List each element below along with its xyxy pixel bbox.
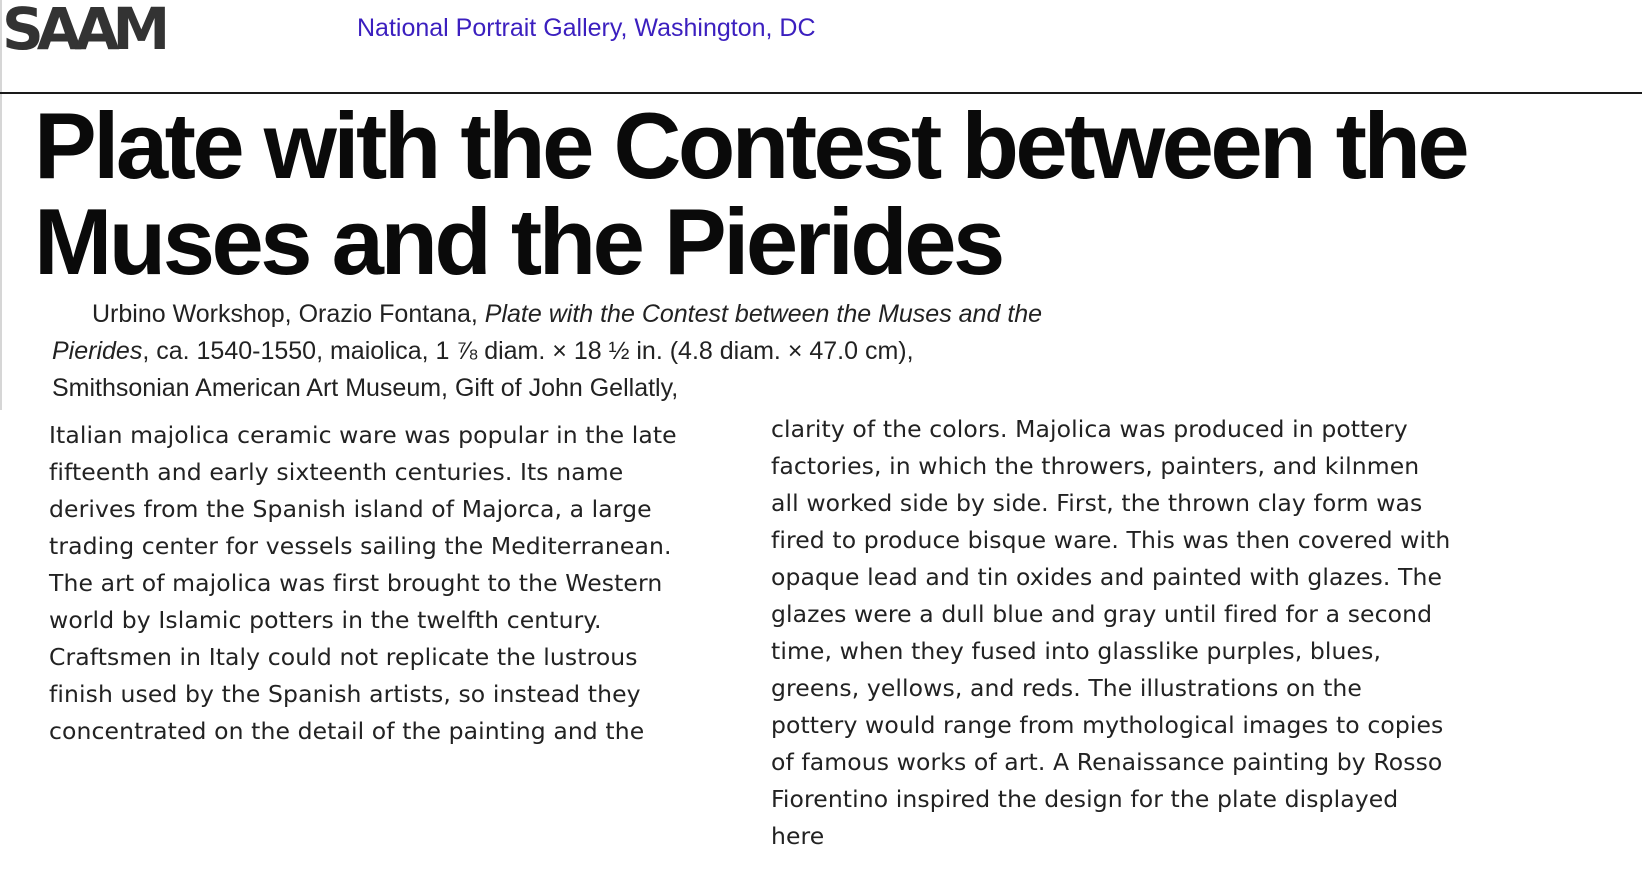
caption-maker: Urbino Workshop, Orazio Fontana,	[92, 300, 478, 328]
caption-details: , ca. 1540-1550, maiolica, 1 ⅞ diam. × 18 ½ in. (4.8 diam. × 47.0 cm), Smithsonian American Art Museum, Gift of John Gellatly,	[52, 337, 914, 402]
artwork-title: Plate with the Contest between the Muses and the Pierides	[34, 93, 1467, 294]
saam-logo[interactable]: SAAM	[2, 0, 164, 63]
venue-link[interactable]: National Portrait Gallery, Washington, DC	[357, 14, 816, 42]
top-header	[0, 0, 1642, 94]
body-column-left: Italian majolica ceramic ware was popular in the late fifteenth and early sixteenth centuries. Its name derives from the Spanish island of Majorca, a large trading center for vessels sailing the Mediterranean. The art of majolica was first brought to the Western world by Islamic potters in the twelfth century. Craftsmen in Italy could not replicate the lustrous finish used by the Spanish artists, so instead they concentrated on the detail of the painting and the	[49, 421, 677, 745]
artwork-caption	[52, 296, 1052, 407]
caption-title: Plate with the Contest between the Muses and the Pierides	[52, 300, 1043, 365]
body-column-right: clarity of the colors. Majolica was produced in pottery factories, in which the throwers, painters, and kilnmen all worked side by side. First, the thrown clay form was fired to produce bisque ware. This was then covered with opaque lead and tin oxides and painted with glazes. The glazes were a dull blue and gray until fired for a second time, when they fused into glasslike purples, blues, greens, yellows, and reds. The illustrations on the pottery would range from mythological images to copies of famous works of art. A Renaissance painting by Rosso Fiorentino inspired the design for the plate displayed here	[771, 415, 1451, 850]
